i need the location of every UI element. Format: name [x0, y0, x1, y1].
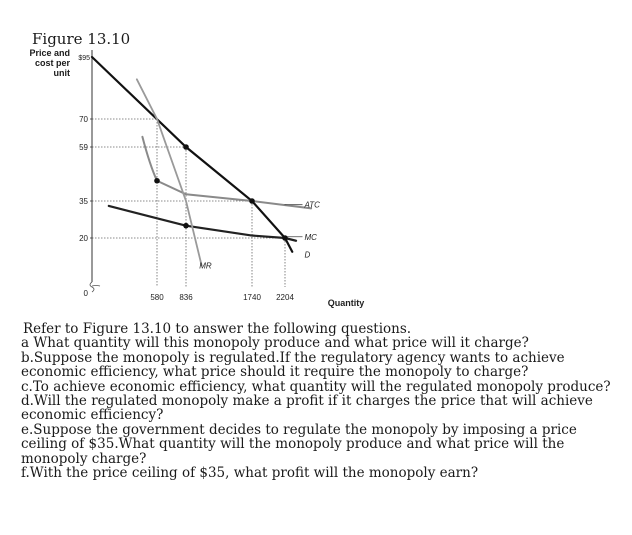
data-point	[154, 178, 160, 184]
question-intro: Refer to Figure 13.10 to answer the following questions.	[23, 321, 412, 337]
y-tick-label: 59	[79, 143, 88, 152]
curve-label-d: D	[304, 250, 311, 260]
x-tick-label: 2204	[276, 293, 294, 302]
question-e: e.Suppose the government decides to regulate the monopoly by imposing a price ceiling of $35.What quantity will the monopoly produce and what price will the monopoly charge?	[21, 421, 577, 467]
data-point	[183, 144, 189, 150]
axis-break	[90, 282, 100, 292]
y-tick-label-top: $95	[78, 55, 90, 62]
y-tick-label: 20	[79, 234, 88, 243]
figure-title: Figure 13.10	[32, 30, 131, 48]
question-a: a What quantity will this monopoly produce and what price will it charge?	[21, 335, 529, 352]
data-point	[183, 223, 189, 229]
y-tick-label: 35	[79, 197, 88, 206]
data-point	[249, 198, 255, 204]
series-mc-line	[109, 206, 296, 241]
series-mr-line	[137, 79, 202, 265]
x-tick-label: 1740	[243, 293, 261, 302]
y-axis-label-text: Price and cost per unit	[29, 48, 70, 78]
question-text	[21, 322, 626, 480]
y-tick-label: 0	[83, 289, 88, 298]
data-point	[282, 235, 288, 241]
curve-label-mr: MR	[199, 261, 212, 271]
question-d: d.Will the regulated monopoly make a profit if it charges the price that will achieve economic efficiency?	[21, 393, 593, 424]
x-axis-label: Quantity	[327, 298, 365, 308]
curve-label-mc: MC	[304, 232, 317, 242]
curve-label-atc: ATC	[304, 200, 320, 210]
question-f: f.With the price ceiling of $35, what profit will the monopoly earn?	[21, 465, 479, 482]
x-tick-label: 836	[179, 293, 193, 302]
x-tick-label: 580	[150, 293, 164, 302]
question-c: c.To achieve economic efficiency, what quantity will the regulated monopoly produce?	[21, 378, 611, 395]
question-b: b.Suppose the monopoly is regulated.If the regulatory agency wants to achieve economic efficiency, what price should it require the monopoly to charge?	[21, 349, 565, 381]
y-tick-label: 70	[79, 115, 88, 124]
